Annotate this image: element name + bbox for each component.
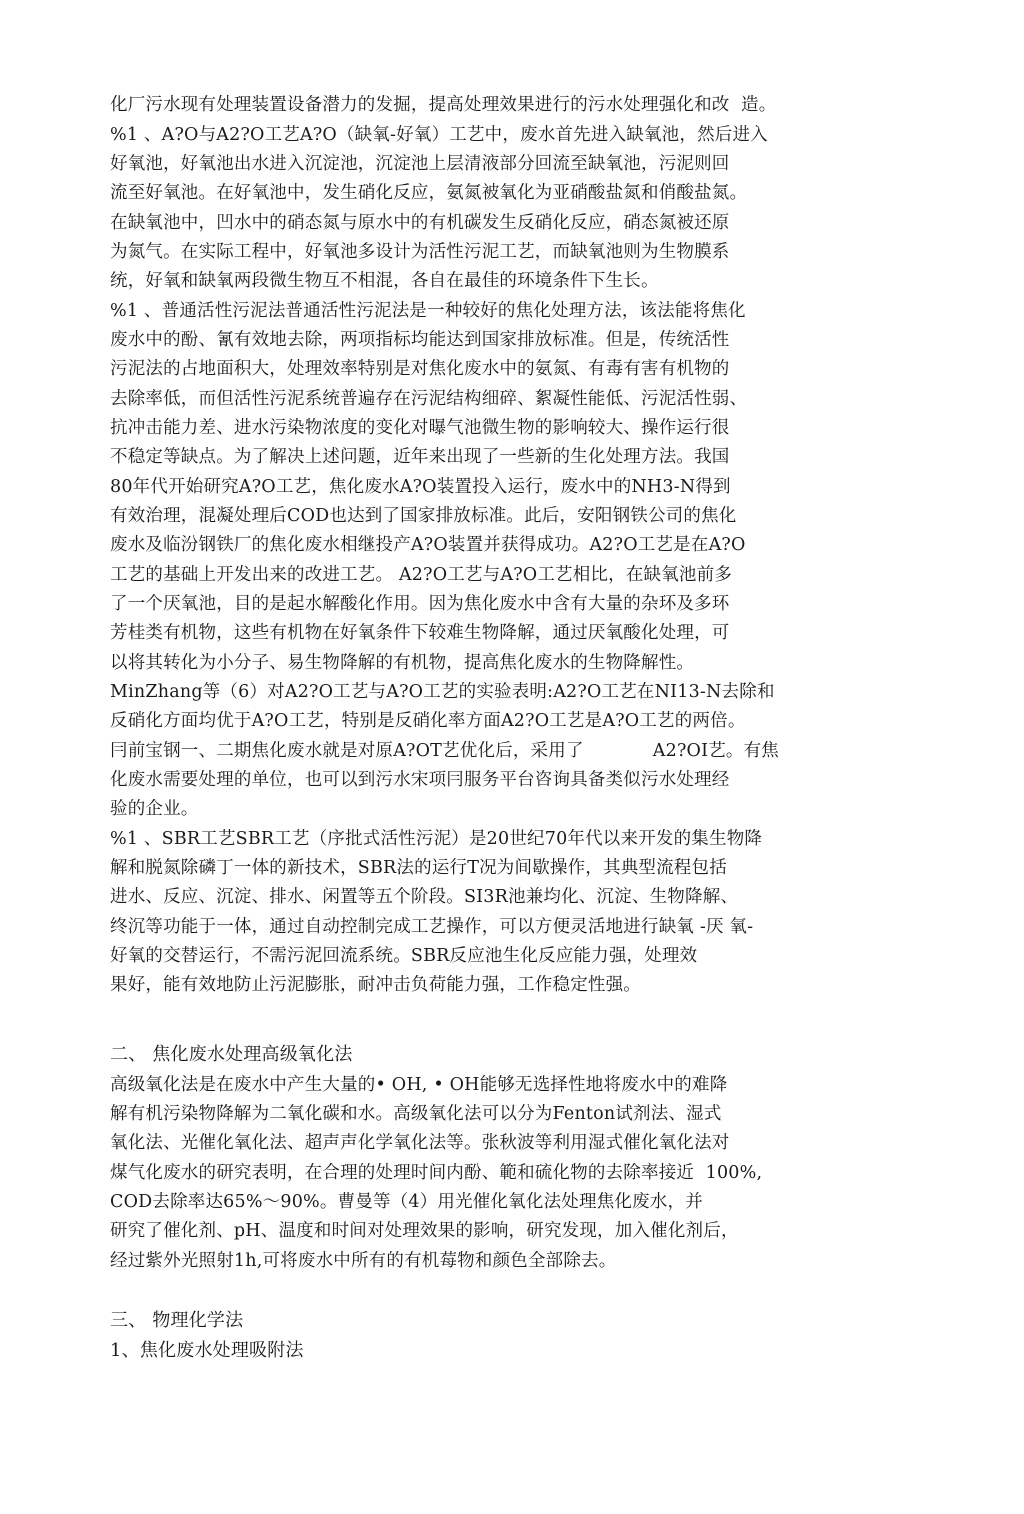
text-line: 解和脱氮除磷丁一体的新技术，SBR法的运行T况为间歇操作，其典型流程包括 <box>110 858 727 878</box>
text-line: 果好，能有效地防止污泥膨胀，耐冲击负荷能力强，工作稳定性强。 <box>110 975 641 995</box>
text-line: 有效治理，混凝处理后COD也达到了国家排放标准。此后，安阳钢铁公司的焦化 <box>110 506 737 526</box>
text-line: 进水、反应、沉淀、排水、闲置等五个阶段。SI3R池兼均化、沉淀、生物降解、 <box>110 887 739 907</box>
text-line: 化废水需要处理的单位，也可以到污水宋项冃服务平台咨询具备类似污水处理经 <box>110 770 730 790</box>
text-line: %1 、SBR工艺SBR工艺（序批式活性污泥）是20世纪70年代以来开发的集生物降 <box>110 829 763 849</box>
text-line: 好氧池，好氧池出水进入沉淀池，沉淀池上层清液部分回流至缺氧池，污泥则回 <box>110 154 730 174</box>
text-line: 煤气化废水的研究表明，在合理的处理时间内酚、範和硫化物的去除率接近 100%, <box>110 1163 763 1183</box>
text-line: 研究了催化剂、pH、温度和时间对处理效果的影响，研究发现，加入催化剂后， <box>110 1221 739 1241</box>
text-line: 工艺的基础上开发出来的改进工艺。 A2?O工艺与A?O工艺相比，在缺氧池前多 <box>110 565 733 585</box>
text-line: 反硝化方面均优于A?O工艺，特别是反硝化率方面A2?O工艺是A?O工艺的两倍。 <box>110 711 746 731</box>
text-line: %1 、普通活性污泥法普通活性污泥法是一种较好的焦化处理方法，该法能将焦化 <box>110 301 746 321</box>
text-line: 80年代开始研究A?O工艺，焦化废水A?O装置投入运行，废水中的NH3-N得到 <box>110 477 731 497</box>
text-line: 了一个厌氧池，目的是起水解酸化作用。因为焦化废水中含有大量的杂环及多环 <box>110 594 730 614</box>
section-heading: 三、 物理化学法 <box>110 1310 244 1331</box>
text-line: 好氧的交替运行，不需污泥回流系统。SBR反应池生化反应能力强，处理效 <box>110 946 698 966</box>
text-line: 终沉等功能于一体，通过自动控制完成工艺操作，可以方便灵活地进行缺氧 -厌 氧- <box>110 917 754 937</box>
text-line: 统，好氧和缺氧两段微生物互不相混，各自在最佳的环境条件下生长。 <box>110 271 659 291</box>
text-line: 去除率低，而但活性污泥系统普遍存在污泥结构细碎、絮凝性能低、污泥活性弱、 <box>110 389 748 409</box>
text-line: 废水及临汾钢铁厂的焦化废水相继投产A?O装置并获得成功。A2?O工艺是在A?O <box>110 535 746 555</box>
text-line: COD去除率达65%～90%。曹曼等（4）用光催化氧化法处理焦化废水，并 <box>110 1192 703 1212</box>
text-line: 以将其转化为小分子、易生物降解的有机物，提高焦化废水的生物降解性。 <box>110 653 695 673</box>
text-line: 不稳定等缺点。为了解决上述问题，近年来出现了一些新的生化处理方法。我国 <box>110 447 730 467</box>
text-line: 高级氧化法是在废水中产生大量的• OH, • OH能够无选择性地将废水中的难降 <box>110 1075 728 1095</box>
text-line: 氧化法、光催化氧化法、超声声化学氧化法等。张秋波等利用湿式催化氧化法对 <box>110 1133 730 1153</box>
text-line: 流至好氧池。在好氧池中，发生硝化反应，氨氮被氧化为亚硝酸盐氮和俏酸盐氮。 <box>110 183 748 203</box>
text-line: 化厂污水现有处理装置设备潜力的发掘，提高处理效果进行的污水处理强化和改 造。 <box>110 95 777 115</box>
text-line: 为氮气。在实际工程中，好氧池多设计为活性污泥工艺，而缺氧池则为生物膜系 <box>110 242 730 262</box>
text-line: 在缺氧池中，凹水中的硝态氮与原水中的有机碳发生反硝化反应，硝态氮被还原 <box>110 213 730 233</box>
subsection-heading: 1、焦化废水处理吸附法 <box>110 1340 304 1361</box>
text-line: 抗冲击能力差、进水污染物浓度的变化对曝气池微生物的影响较大、操作运行很 <box>110 418 730 438</box>
text-line: 冃前宝钢一、二期焦化废水就是对原A?OT艺优化后，采用了 A2?OI艺。有焦 <box>110 741 780 761</box>
text-line: 废水中的酚、氰有效地去除，两项指标均能达到国家排放标准。但是，传统活性 <box>110 330 730 350</box>
text-line: 验的企业。 <box>110 799 199 819</box>
text-line: MinZhang等（6）对A2?O工艺与A?O工艺的实验表明:A2?O工艺在NI13-N去除和 <box>110 682 775 702</box>
section-heading: 二、 焦化废水处理高级氧化法 <box>110 1044 353 1065</box>
text-line: 污泥法的占地面积大，处理效率特别是对焦化废水中的氨氮、有毒有害有机物的 <box>110 359 730 379</box>
text-line: 经过紫外光照射1h,可将废水中所有的有机莓物和颜色全部除去。 <box>110 1251 617 1271</box>
text-line: %1 、A?O与A2?O工艺A?O（缺氧-好氧）工艺中，废水首先进入缺氧池，然后进入 <box>110 125 768 145</box>
text-line: 解有机污染物降解为二氧化碳和水。高级氧化法可以分为Fenton试剂法、湿式 <box>110 1104 722 1124</box>
text-line: 芳桂类有机物，这些有机物在好氧条件下较难生物降解，通过厌氧酸化处理，可 <box>110 623 730 643</box>
